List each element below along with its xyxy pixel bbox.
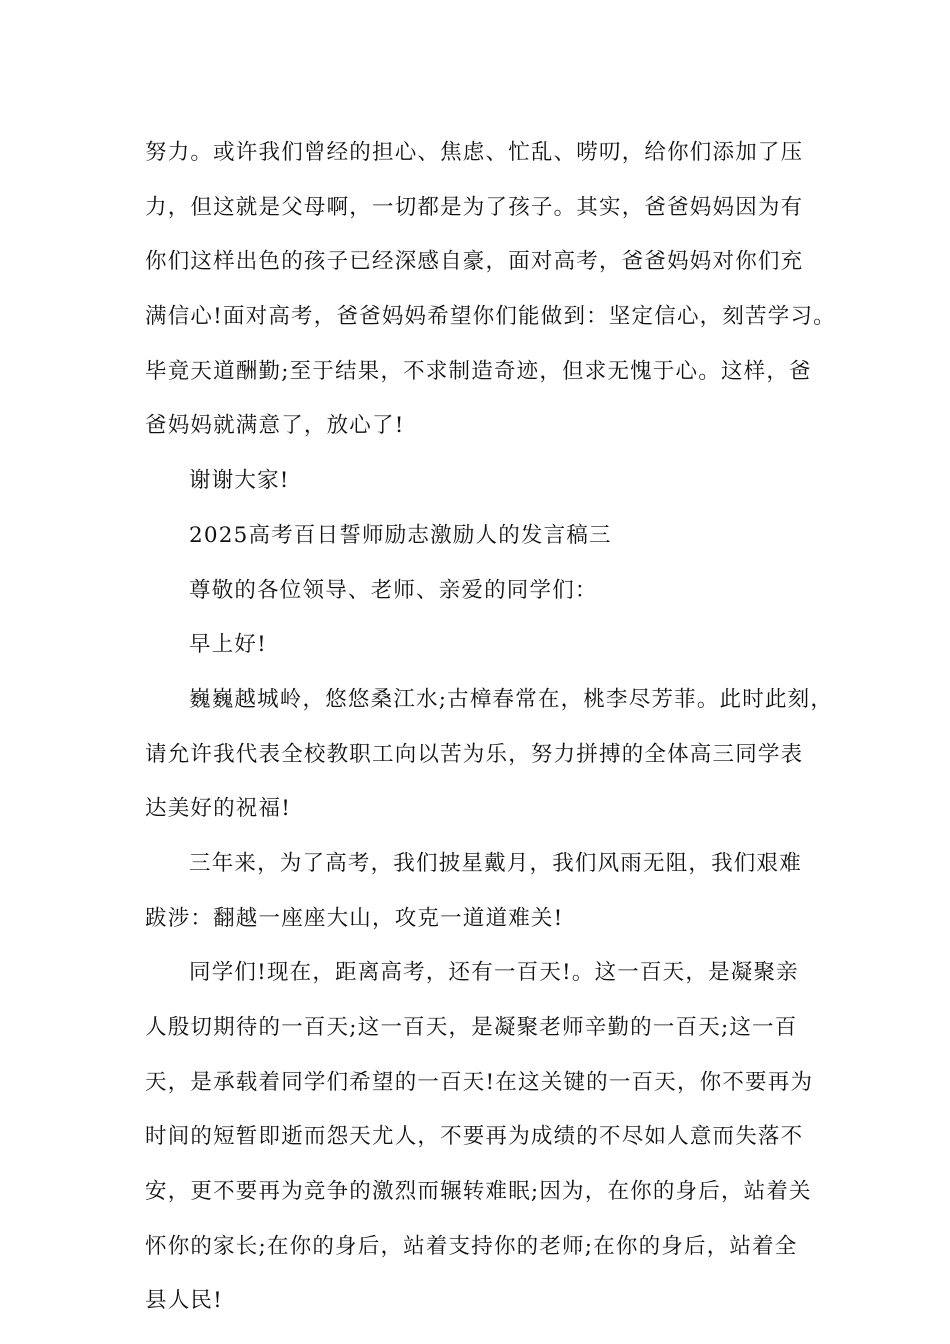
document-body [145, 126, 836, 1329]
text-line: 你们这样出色的孩子已经深感自豪，面对高考，爸爸妈妈对你们充 [145, 249, 804, 275]
closing-thanks: 谢谢大家! [189, 468, 290, 494]
text-line: 怀你的家长;在你的身后，站着支持你的老师;在你的身后，站着全 [145, 1233, 798, 1259]
text-line: 跋涉：翻越一座座大山，攻克一道道难关! [145, 905, 564, 931]
text-line: 毕竟天道酬勤;至于结果，不求制造奇迹，但求无愧于心。这样，爸 [145, 358, 812, 384]
text-line: 满信心!面对高考，爸爸妈妈希望你们能做到：坚定信心，刻苦学习。 [145, 304, 836, 330]
text-line: 人殷切期待的一百天;这一百天，是凝聚老师辛勤的一百天;这一百 [145, 1015, 798, 1040]
text-line: 请允许我代表全校教职工向以苦为乐，努力拼搏的全体高三同学表 [145, 741, 804, 767]
text-line: 时间的短暂即逝而怨天尤人，不要再为成绩的不尽如人意而失落不 [145, 1124, 804, 1150]
text-line: 爸妈妈就满意了，放心了! [145, 413, 405, 439]
text-line: 县人民! [145, 1288, 223, 1314]
text-line: 努力。或许我们曾经的担心、焦虑、忙乱、唠叨，给你们添加了压 [145, 140, 804, 165]
text-line: 达美好的祝福! [145, 796, 292, 822]
salutation: 尊敬的各位领导、老师、亲爱的同学们： [189, 577, 598, 603]
greeting: 早上好! [189, 632, 267, 658]
text-line: 巍巍越城岭，悠悠桑江水;古樟春常在，桃李尽芳菲。此时此刻， [189, 686, 834, 712]
text-line: 力，但这就是父母啊，一切都是为了孩子。其实，爸爸妈妈因为有 [145, 194, 804, 220]
text-line: 同学们!现在，距离高考，还有一百天!。这一百天，是凝聚亲 [189, 960, 799, 986]
text-line: 安，更不要再为竞争的激烈而辗转难眠;因为，在你的身后，站着关 [145, 1179, 812, 1205]
text-line: 三年来，为了高考，我们披星戴月，我们风雨无阻，我们艰难 [189, 850, 802, 876]
text-line: 天，是承载着同学们希望的一百天!在这关键的一百天，你不要再为 [145, 1069, 814, 1095]
section-title: 2025高考百日誓师励志激励人的发言稿三 [189, 522, 612, 548]
